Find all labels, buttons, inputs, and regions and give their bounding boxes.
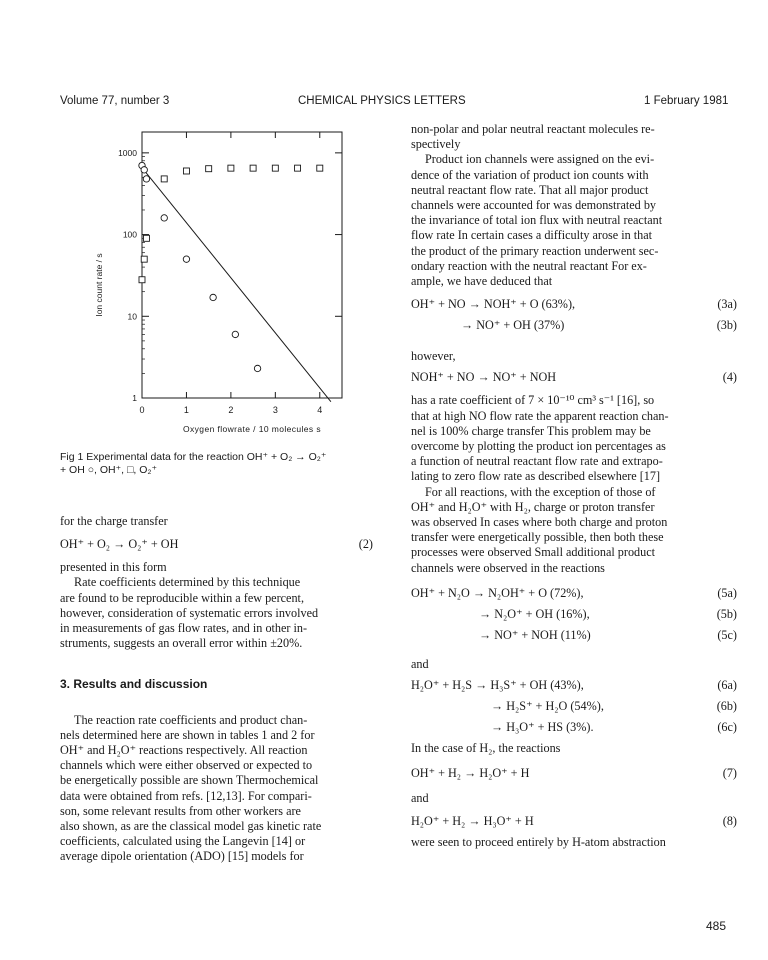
data-point-circle <box>232 331 238 337</box>
y-axis-label: Ion count rate / s <box>94 253 104 317</box>
data-point-square <box>183 168 189 174</box>
equation-text: → N₂O⁺ + OH (16%), <box>479 606 590 621</box>
equation-text: OH⁺ + H₂ → H₂O⁺ + H <box>411 766 530 781</box>
data-point-circle <box>161 215 167 221</box>
text-line: transfer were energetically possible, then both these <box>411 530 664 545</box>
equation-text: → NO⁺ + OH (37%) <box>461 318 565 333</box>
text-line: a function of neutral reactant flow rate and extrapo- <box>411 454 663 469</box>
data-point-square <box>295 165 301 171</box>
text-line: channels which were either observed or expected to <box>60 758 313 773</box>
equation-2 <box>60 537 373 554</box>
data-point-square <box>143 235 149 241</box>
equation-number: (3a) <box>717 297 737 312</box>
equation-text: OH⁺ + N₂O → N₂OH⁺ + O (72%), <box>411 585 584 600</box>
equation-number: (4) <box>722 370 737 385</box>
equation-number: (6b) <box>716 699 737 714</box>
y-tick-label: 100 <box>122 229 137 240</box>
text-line: and <box>411 656 429 671</box>
equation-5a <box>411 586 737 603</box>
x-tick-label: 2 <box>228 405 234 415</box>
equation-3b <box>411 318 737 335</box>
data-point-square <box>317 165 323 171</box>
text-line: neutral reactant flow rate. That all major product <box>411 182 649 197</box>
text-line: For all reactions, with the exception of those of <box>425 484 656 499</box>
equation-text: NOH⁺ + NO → NO⁺ + NOH <box>411 370 557 385</box>
text-line: in measurements of gas flow rates, and in other in- <box>60 621 308 636</box>
equation-number: (3b) <box>716 318 737 333</box>
equation-text: H₂O⁺ + H₂ → H₃O⁺ + H <box>411 814 534 829</box>
equation-text: → H₂S⁺ + H₂O (54%), <box>491 699 604 714</box>
paragraph <box>411 393 737 575</box>
left-column <box>60 514 373 865</box>
equation-number: (5c) <box>717 627 737 642</box>
text-line: In the case of H₂, the reactions <box>411 741 561 756</box>
text-line: however, <box>411 349 456 364</box>
text-line: and <box>411 791 429 806</box>
text-line: coefficients, calculated using the Langevin [14] or <box>60 834 306 849</box>
equation-text: OH⁺ + NO → NOH⁺ + O (63%), <box>411 297 576 312</box>
equation-8 <box>411 814 737 831</box>
equation-number: (6c) <box>717 720 737 735</box>
y-tick-label: 1 <box>132 393 137 403</box>
paragraph: for the charge transfer <box>60 514 168 528</box>
header-journal: CHEMICAL PHYSICS LETTERS <box>298 95 466 107</box>
data-point-square <box>161 176 167 182</box>
figure-1-chart <box>58 118 358 458</box>
data-point-square <box>272 165 278 171</box>
text-line: ondary reaction with the neutral reactant For ex- <box>411 258 647 273</box>
text-line: nels determined here are shown in tables 1 and 2 for <box>60 727 315 742</box>
text-line: OH⁺ and H₂O⁺ reactions respectively. All reaction <box>60 743 308 758</box>
text-line: also shown, as are the classical model gas kinetic rate <box>60 819 322 834</box>
text-line: presented in this form <box>60 560 167 575</box>
equation-5b <box>411 607 737 624</box>
header-volume: Volume 77, number 3 <box>60 95 170 107</box>
caption-line-2: + OH ○, OH⁺, □, O₂⁺ <box>60 464 157 476</box>
equation-number: (6a) <box>717 678 737 693</box>
equation-number: (5a) <box>717 585 737 600</box>
equation-6b <box>411 699 737 716</box>
data-point-square <box>206 166 212 172</box>
text-line: be energetically possible are shown Thermochemical <box>60 773 319 788</box>
text-line: processes were observed Small additional product <box>411 545 656 560</box>
equation-6a <box>411 678 737 695</box>
data-point-circle <box>141 167 147 173</box>
equation-number: (2) <box>358 537 373 552</box>
text-line: flow rate In certain cases a difficulty arose in that <box>411 228 653 243</box>
equation-number: (7) <box>722 766 737 781</box>
right-column <box>411 122 737 851</box>
equation-6c <box>411 720 737 737</box>
text-line: the product of the primary reaction underwent sec- <box>411 243 659 258</box>
equation-5c <box>411 628 737 645</box>
text-line: were seen to proceed entirely by H-atom abstraction <box>411 835 666 850</box>
y-tick-label: 1000 <box>118 147 137 158</box>
text-line: however, consideration of systematic errors involved <box>60 605 319 620</box>
text-line: Product ion channels were assigned on the evi- <box>425 152 655 167</box>
caption-line-1: Fig 1 Experimental data for the reaction OH⁺ + O₂ → O₂⁺ <box>60 451 327 463</box>
y-tick-label: 10 <box>127 311 137 322</box>
text-line: non-polar and polar neutral reactant molecules re- <box>411 122 655 136</box>
text-line: spectively <box>411 137 461 152</box>
data-point-square <box>139 277 145 283</box>
equation-3a <box>411 297 737 314</box>
equation-text: OH⁺ + O₂ → O₂⁺ + OH <box>60 537 179 552</box>
equation-text: → H₃O⁺ + HS (3%). <box>491 720 594 735</box>
page-number: 485 <box>706 919 727 933</box>
text-line: the invariance of total ion flux with neutral reactant <box>411 213 663 228</box>
header-date: 1 February 1981 <box>644 95 729 107</box>
plot-frame <box>142 132 342 398</box>
equation-text: → NO⁺ + NOH (11%) <box>479 627 591 642</box>
plot-layer <box>94 132 342 434</box>
text-line: ample, we have deduced that <box>411 274 553 289</box>
text-line: overcome by plotting the product ion percentages as <box>411 439 666 454</box>
equation-7 <box>411 766 737 783</box>
text-line: channels were observed in the reactions <box>411 560 605 575</box>
paragraph <box>411 122 737 289</box>
x-axis-label: Oxygen flowrate / 10 molecules s <box>183 424 321 434</box>
data-point-circle <box>143 176 149 182</box>
x-tick-label: 3 <box>272 405 278 415</box>
paragraph <box>60 560 373 651</box>
paragraph <box>60 713 373 865</box>
text-line: average dipole orientation (ADO) [15] models for <box>60 849 304 864</box>
fit-line <box>144 170 331 401</box>
data-point-circle <box>183 256 189 262</box>
text-line: data were obtained from refs. [12,13]. For compari- <box>60 788 312 803</box>
text-line: dence of the variation of product ion counts with <box>411 167 649 182</box>
text-line: struments, suggests an overall error within ±20%. <box>60 636 303 651</box>
text-line: nel is 100% charge transfer This problem may be <box>411 423 651 438</box>
data-point-circle <box>254 365 260 371</box>
text-line: are found to be reproducible within a few percent, <box>60 590 304 605</box>
data-point-square <box>141 256 147 262</box>
equation-4 <box>411 370 737 387</box>
text-line: that at high NO flow rate the apparent reaction chan- <box>411 408 669 423</box>
text-line: lating to zero flow rate as described elsewhere [17] <box>411 469 661 484</box>
x-tick-label: 1 <box>183 405 189 415</box>
text-line: OH⁺ and H₂O⁺ with H₂, charge or proton transfer <box>411 499 655 514</box>
text-line: has a rate coefficient of 7 × 10⁻¹⁰ cm³ s⁻¹ [16], so <box>411 393 655 408</box>
x-tick-label: 0 <box>139 405 145 415</box>
data-point-circle <box>210 294 216 300</box>
text-line: channels were accounted for was demonstrated by <box>411 198 657 213</box>
text-line: was observed In cases where both charge and proton <box>411 515 668 530</box>
data-point-square <box>250 165 256 171</box>
equation-number: (5b) <box>716 606 737 621</box>
text-line: son, some relevant results from other workers are <box>60 803 301 818</box>
figure-caption <box>60 451 360 477</box>
x-tick-label: 4 <box>317 405 323 415</box>
equation-text: H₂O⁺ + H₂S → H₃S⁺ + OH (43%), <box>411 678 584 693</box>
data-point-square <box>228 165 234 171</box>
equation-number: (8) <box>722 814 737 829</box>
section-heading: 3. Results and discussion <box>60 677 208 692</box>
text-line: Rate coefficients determined by this technique <box>74 575 301 590</box>
text-line: The reaction rate coefficients and product chan- <box>74 712 308 727</box>
